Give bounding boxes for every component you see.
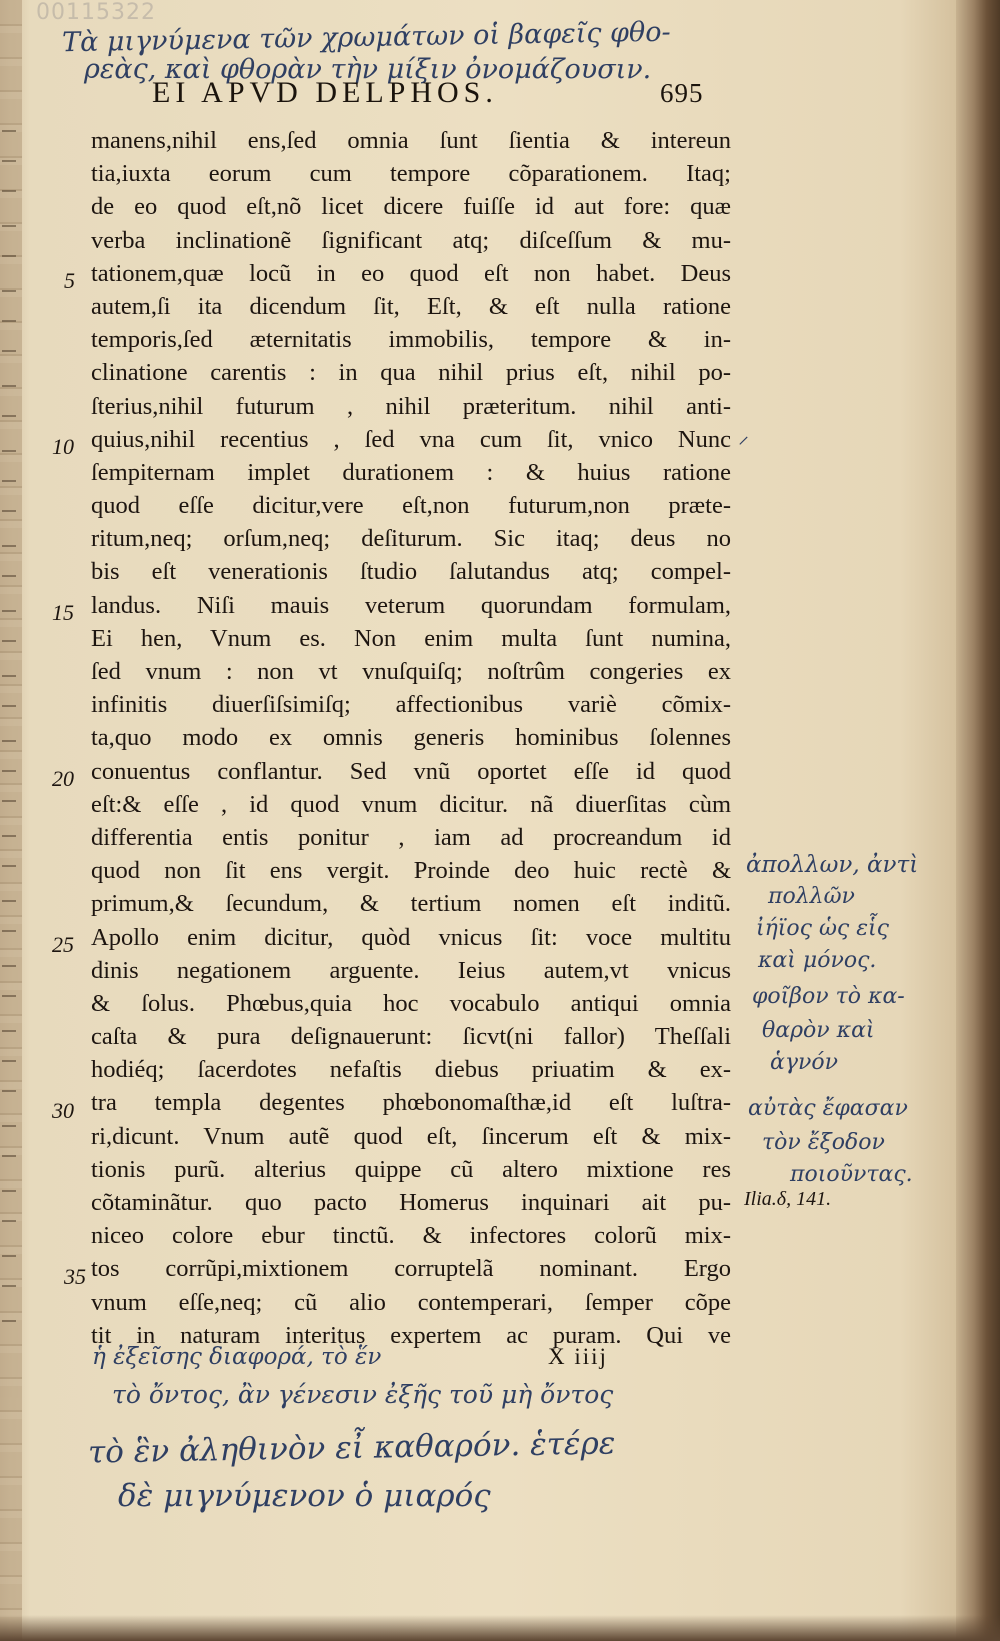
text-line: quod eſſe dicitur,vere eſt,non futurum,non præte- <box>91 492 731 520</box>
line-number: 35 <box>64 1264 86 1289</box>
text-line: autem,ſi ita dicendum ſit, Eſt, & eſt nulla ratione <box>91 292 731 320</box>
text-line: infinitis diuerſiſsimiſq; affectionibus variè cõmix- <box>91 691 731 719</box>
text-line: verba inclinationẽ ſignificant atq; diſceſſum & mu- <box>91 226 731 254</box>
text-line: bis eſt venerationis ſtudio ſalutandus atq; compel- <box>91 558 731 586</box>
text-line: quius,nihil recentius , ſed vna cum ſit, vnico Nunc <box>91 425 731 453</box>
margin-note-line: αὐτὰς ἔφασαν <box>748 1096 908 1121</box>
page-bottom-shadow <box>0 1615 1000 1641</box>
text-line: niceo colore ebur tinctũ. & infectores colorũ mix- <box>91 1222 731 1250</box>
line-number: 5 <box>64 268 75 293</box>
text-line: landus. Niſi mauis veterum quorundam formulam, <box>91 591 731 619</box>
margin-note-line: καὶ μόνος. <box>758 948 877 973</box>
text-line: quod non ſit ens vergit. Proinde deo huic rectè & <box>91 857 731 885</box>
library-stamp: 00115322 <box>36 0 156 25</box>
margin-note-line: ἰήϊος ὡς εἷς <box>756 916 889 941</box>
text-line: primum,& ſecundum, & tertium nomen eſt inditũ. <box>91 890 731 918</box>
text-line: caſta & pura deſignauerunt: ſicvt(ni fallor) Theſſali <box>91 1023 731 1051</box>
text-line: tionis purũ. alterius quippe cũ altero mixtione res <box>91 1155 731 1183</box>
text-line: tationem,quæ locũ in eo quod eſt non habet. Deus <box>91 259 731 287</box>
text-line: tos corrũpi,mixtionem corruptelã nominant. Ergo <box>91 1255 731 1283</box>
text-line: ſempiternam implet durationem : & huius ratione <box>91 458 731 486</box>
top-annotation-line-1: Τὰ μιγνύμενα τῶν χρωμάτων οἱ βαφεῖς φθο- <box>61 16 671 59</box>
text-line: cõtaminãtur. quo pacto Homerus inquinari ait pu- <box>91 1189 731 1216</box>
text-line: differentia entis ponitur , iam ad procreandum id <box>91 823 731 851</box>
text-line: de eo quod eſt,nõ licet dicere fuiſſe id aut fore: quæ <box>91 193 731 221</box>
line-number: 30 <box>52 1098 74 1123</box>
line-number: 15 <box>52 600 74 625</box>
text-line: conuentus conflantur. Sed vnũ oportet eſſe id quod <box>91 757 731 785</box>
text-line: Apollo enim dicitur, quòd vnicus ſit: voce multitu <box>91 923 731 951</box>
body-text <box>91 124 731 1352</box>
text-line: ta,quo modo ex omnis generis hominibus ſolennes <box>91 724 731 752</box>
margin-note-line: ἀπολλων, ἀντὶ <box>746 852 919 878</box>
text-line: vnum eſſe,neq; cũ alio contemperari, ſemper cõpe <box>91 1288 731 1316</box>
book-fore-edge <box>956 0 1000 1641</box>
text-line: Ei hen, Vnum es. Non enim multa ſunt numina, <box>91 624 731 652</box>
text-line: eſt:& eſſe , id quod vnum dicitur. nã diuerſitas cùm <box>91 790 731 818</box>
previous-page-edge <box>0 0 22 1641</box>
text-line: hodiéq; ſacerdotes nefaſtis diebus priuatim & ex- <box>91 1056 731 1084</box>
margin-note-line: θαρὸν καὶ <box>762 1018 875 1043</box>
margin-tick-mark: ⸝ <box>738 424 750 449</box>
margin-note-line: πολλῶν <box>768 884 855 909</box>
text-line: tit in naturam interitus expertem ac puram. Qui ve <box>91 1321 731 1349</box>
text-line: ſterius,nihil futurum , nihil præteritum. nihil anti- <box>91 392 731 420</box>
text-line: & ſolus. Phœbus,quia hoc vocabulo antiqui omnia <box>91 989 731 1017</box>
signature-mark: X iiij <box>548 1344 608 1369</box>
text-line: temporis,ſed æternitatis immobilis, tempore & in- <box>91 326 731 354</box>
text-line: ſed vnum : non vt vnuſquiſq; noſtrûm congeries ex <box>91 658 731 685</box>
homer-reference: Ilia.δ, 141. <box>744 1188 832 1210</box>
bottom-annotation-line-3: τὸ ἓν ἀληθινὸν εἶ καθαρόν. ἑτέρε <box>87 1425 616 1471</box>
text-line: manens,nihil ens,ſed omnia ſunt ſientia & intereun <box>91 127 731 154</box>
margin-note-line: ποιοῦντας. <box>790 1162 913 1187</box>
bottom-annotation-line-2: τὸ ὄντος, ἂν γένεσιν ἐξῆς τοῦ μὴ ὄντος <box>112 1380 614 1409</box>
page-number: 695 <box>660 78 704 108</box>
text-line: tra templa degentes phœbonomaſthæ,id eſt luſtra- <box>91 1089 731 1117</box>
page-header <box>0 76 1000 116</box>
running-title: EI APVD DELPHOS. <box>152 76 498 109</box>
margin-note-line: τὸν ἔξοδον <box>762 1130 885 1155</box>
text-line: dinis negationem arguente. Ieius autem,vt vnicus <box>91 956 731 984</box>
bottom-annotation-line-1: ἡ ἐξεῖσης διαφορά, τὸ ἕν <box>92 1344 382 1370</box>
text-line: ri,dicunt. Vnum autẽ quod eſt, ſincerum eſt & mix- <box>91 1122 731 1150</box>
text-line: clinatione carentis : in qua nihil prius eſt, nihil po- <box>91 359 731 387</box>
top-annotation-line-2: ρεὰς, καὶ φθορὰν τὴν μίξιν ὀνομάζουσιν. <box>84 54 652 85</box>
bottom-annotation-line-4: δὲ μιγνύμενον ὁ μιαρός <box>118 1478 491 1514</box>
margin-note-line: φοῖβον τὸ κα- <box>752 984 905 1009</box>
line-number: 25 <box>52 932 74 957</box>
line-number: 10 <box>52 434 74 459</box>
margin-note-line: ἁγνόν <box>770 1050 838 1075</box>
text-line: tia,iuxta eorum cum tempore cõparationem. Itaq; <box>91 160 731 188</box>
text-line: ritum,neq; orſum,neq; deſiturum. Sic itaq; deus no <box>91 525 731 553</box>
line-number: 20 <box>52 766 74 791</box>
